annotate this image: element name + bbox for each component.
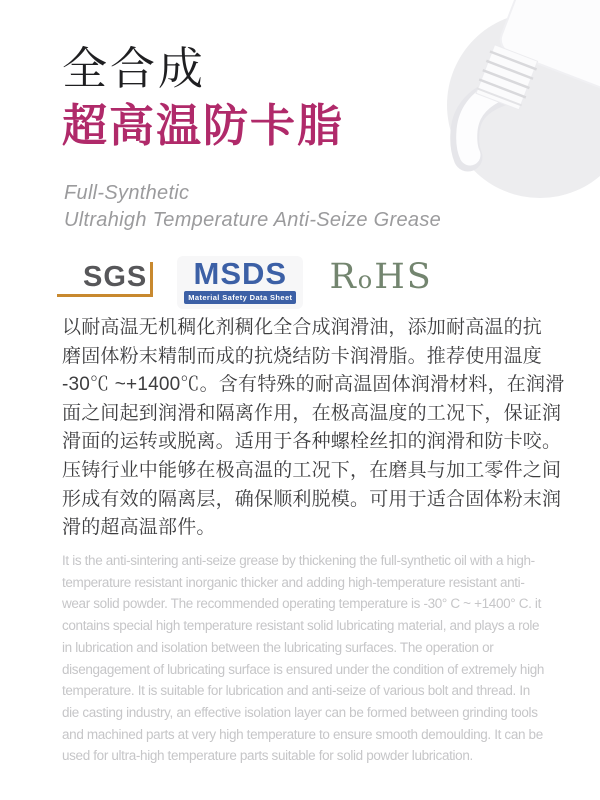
rohs-letters-hs: HS — [374, 257, 433, 297]
msds-logo-sublabel: Material Safety Data Sheet — [184, 291, 296, 304]
rohs-letter-r: R — [329, 257, 358, 297]
rohs-letter-o: o — [357, 266, 375, 294]
description-chinese — [62, 314, 564, 543]
description-cn-line: 面之间起到润滑和隔离作用，在极高温度的工况下，保证润 — [62, 402, 562, 424]
description-cn-line: 压铸行业中能够在极高温的工况下，在磨具与加工零件之间 — [62, 459, 562, 481]
description-cn-line: 滑的超高温部件。 — [62, 517, 216, 539]
certification-logos — [57, 256, 433, 309]
product-title-line1: 全合成 — [62, 43, 207, 94]
description-cn-line: 以耐高温无机稠化剂稠化全合成润滑油，添加耐高温的抗 — [62, 317, 543, 338]
sgs-logo-label: SGS — [83, 261, 148, 293]
description-cn-line: 形成有效的隔离层，确保顺利脱模。可用于适合固体粉末润 — [62, 488, 562, 510]
description-cn-line: 磨固体粉末精制而成的抗烧结防卡润滑脂。推荐使用温度 — [62, 345, 543, 367]
sgs-logo — [57, 262, 153, 297]
product-title-line2: 超高温防卡脂 — [62, 100, 345, 151]
description-cn-line: -30℃ ~+1400℃。含有特殊的耐高温固体润滑材料，在润滑 — [62, 374, 565, 396]
description-english: It is the anti-sintering anti-seize grease by thickening the full-synthetic oil with a high-temperature resistant inorganic thicker and adding high-temperature resistant anti-wear solid powder. The recommended operating temperature is -30° C ~ +1400° C. it contains special high temperature resistant solid lubricating material, and plays a role in lubrication and isolation between the lubricating surfaces. The operation or disengagement of lubricating surface is ensured under the condition of extremely high temperature. It is suitable for lubrication and anti-seize of various bolt and thread. In die casting industry, an effective isolation layer can be formed between grinding tools and machined parts at very high temperature to ensure smooth demoulding. It can be used for ultra-high temperature parts suitable for solid powder lubrication. — [62, 553, 545, 764]
description-cn-line: 滑面的运转或脱离。适用于各种螺栓丝扣的润滑和防卡咬。 — [62, 431, 562, 453]
msds-logo-label: MSDS — [193, 256, 288, 291]
subtitle-line2: Ultrahigh Temperature Anti-Seize Grease — [64, 209, 442, 231]
rohs-logo — [329, 257, 433, 297]
subtitle-line1: Full-Synthetic — [64, 182, 190, 204]
product-subtitle-english — [64, 180, 441, 234]
msds-logo — [177, 256, 303, 309]
